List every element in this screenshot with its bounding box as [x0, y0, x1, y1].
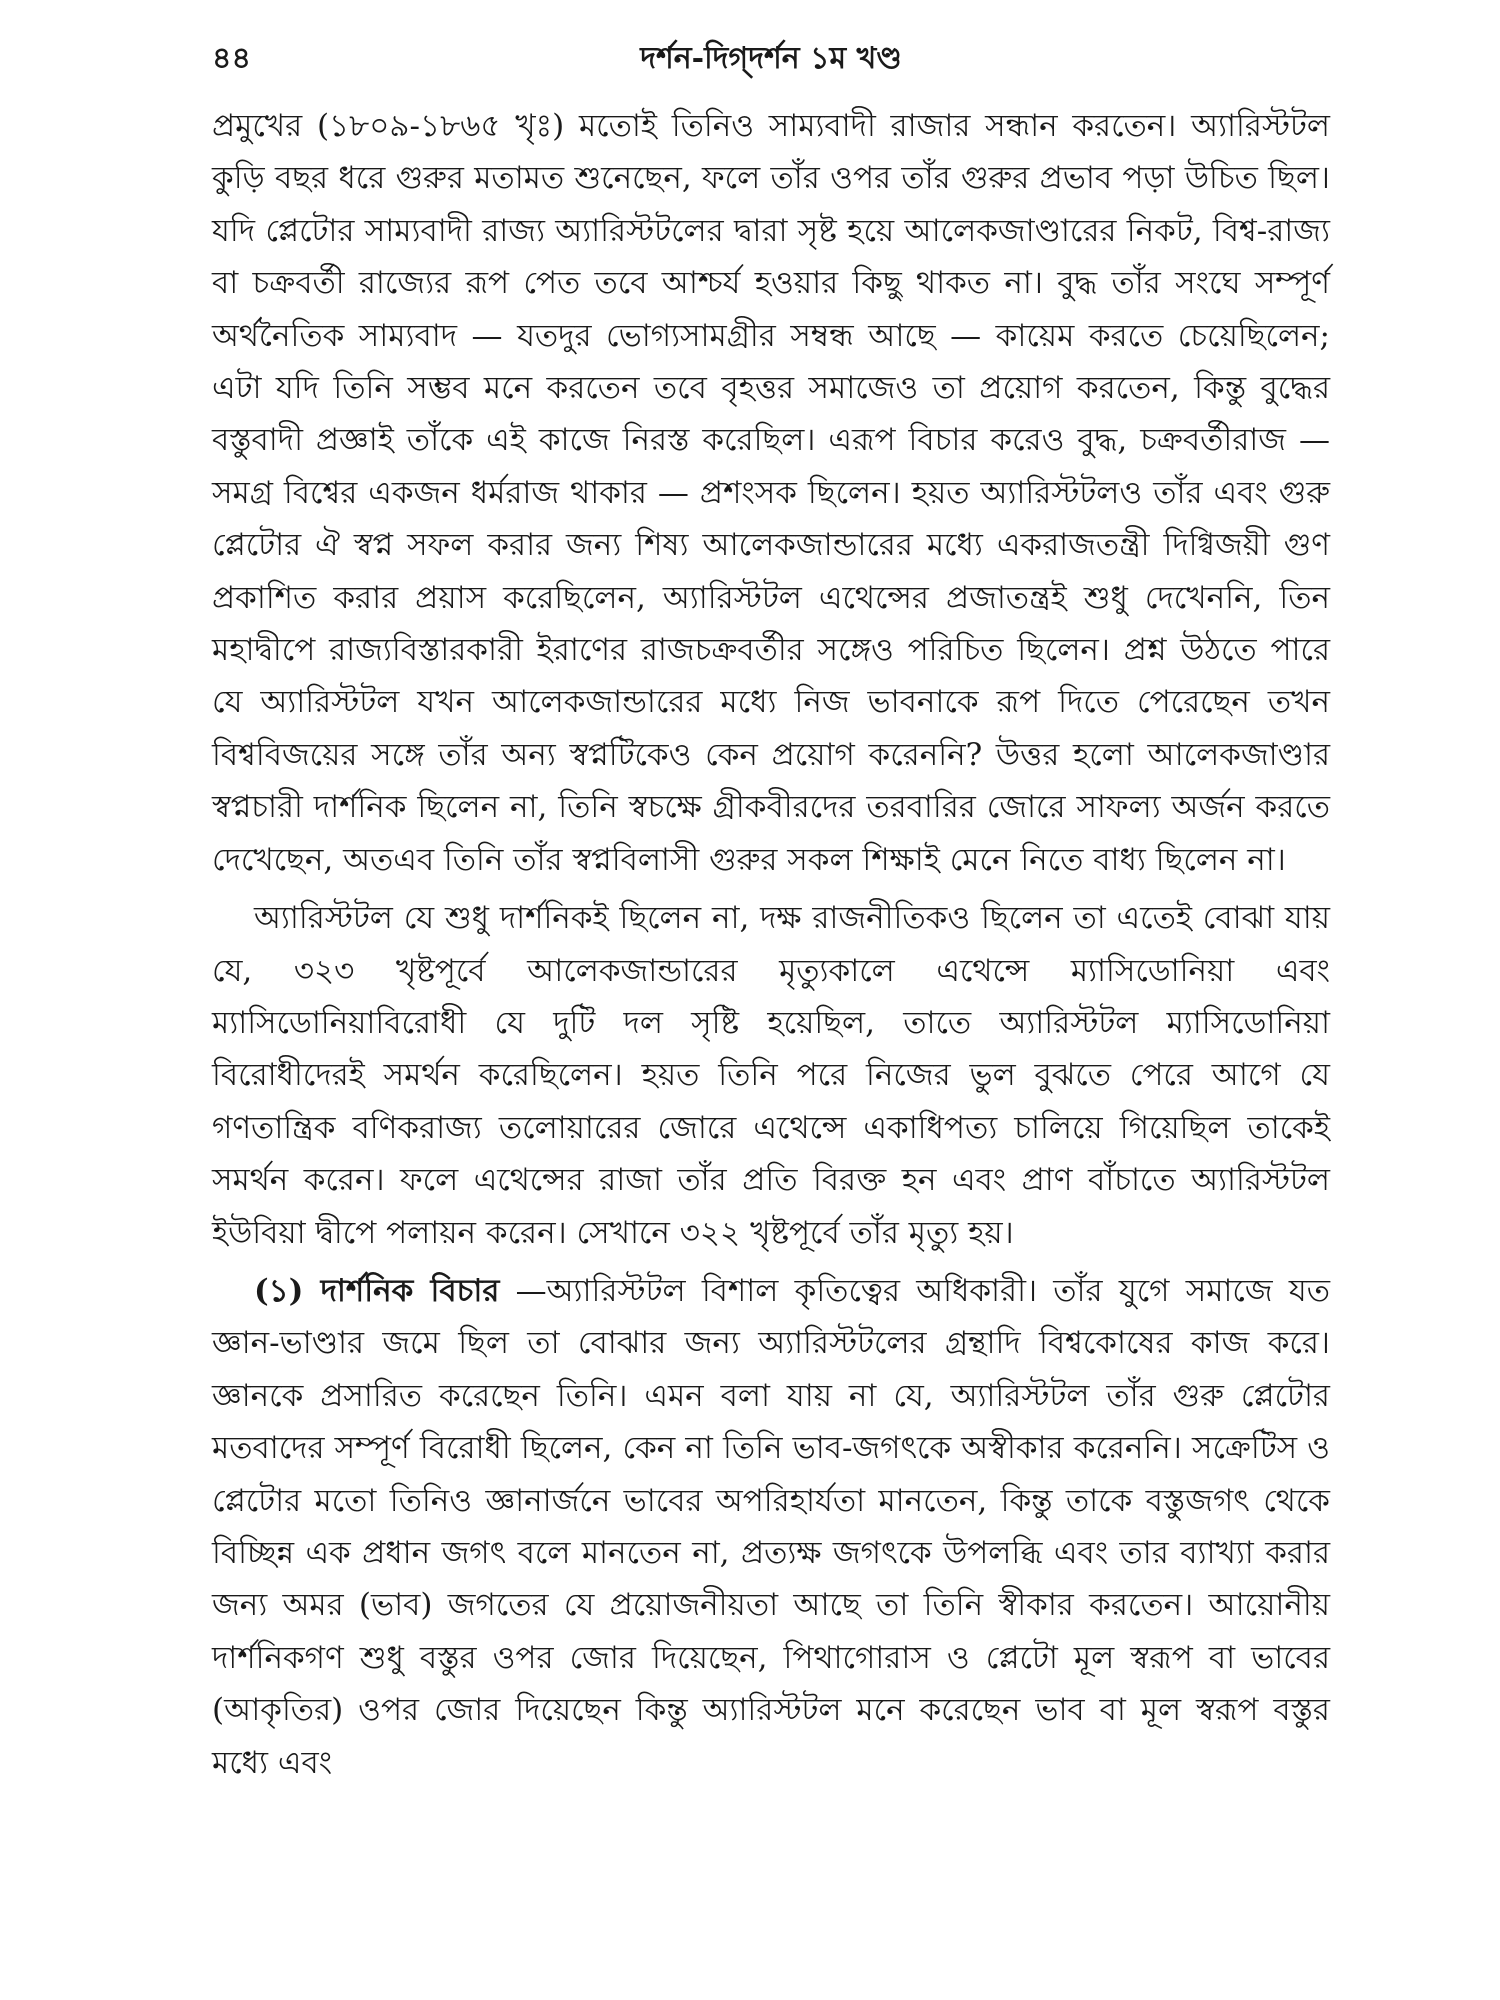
page-header — [212, 30, 1330, 86]
running-title: দর্শন-দিগ্‌দর্শন ১ম খণ্ড — [640, 41, 902, 76]
section-heading: (১) দার্শনিক বিচার — [254, 1272, 500, 1309]
body-text — [212, 100, 1330, 1789]
paragraph-3-text: —অ্যারিস্টটল বিশাল কৃতিত্বের অধিকারী। তাঁর যুগে সমাজে যত জ্ঞান-ভাণ্ডার জমে ছিল তা বোঝার জন্য অ্যারিস্টটলের গ্রন্থাদি বিশ্বকোষের কাজ করে। জ্ঞানকে প্রসারিত করেছেন তিনি। এমন বলা যায় না যে, অ্যারিস্টটল তাঁর গুরু প্লেটোর মতবাদের সম্পূর্ণ বিরোধী ছিলেন, কেন না তিনি ভাব-জগৎকে অস্বীকার করেননি। সক্রেটিস ও প্লেটোর মতো তিনিও জ্ঞানার্জনে ভাবের অপরিহার্যতা মানতেন, কিন্তু তাকে বস্তুজগৎ থেকে বিচ্ছিন্ন এক প্রধান জগৎ বলে মানতেন না, প্রত্যক্ষ জগৎকে উপলব্ধি এবং তার ব্যাখ্যা করার জন্য অমর (ভাব) জগতের যে প্রয়োজনীয়তা আছে তা তিনি স্বীকার করতেন। আয়োনীয় দার্শনিকগণ শুধু বস্তুর ওপর জোর দিয়েছেন, পিথাগোরাস ও প্লেটো মূল স্বরূপ বা ভাবের (আকৃতির) ওপর জোর দিয়েছেন কিন্তু অ্যারিস্টটল মনে করেছেন ভাব বা মূল স্বরূপ বস্তুর মধ্যে এবং — [212, 1272, 1330, 1781]
page-number: ৪৪ — [212, 41, 251, 76]
paragraph-2: অ্যারিস্টটল যে শুধু দার্শনিকই ছিলেন না, দক্ষ রাজনীতিকও ছিলেন তা এতেই বোঝা যায় যে, ৩২৩ খৃষ্টপূর্বে আলেকজান্ডারের মৃত্যুকালে এথেন্সে ম্যাসিডোনিয়া এবং ম্যাসিডোনিয়াবিরোধী যে দুটি দল সৃষ্টি হয়েছিল, তাতে অ্যারিস্টটল ম্যাসিডোনিয়া বিরোধীদেরই সমর্থন করেছিলেন। হয়ত তিনি পরে নিজের ভুল বুঝতে পেরে আগে যে গণতান্ত্রিক বণিকরাজ্য তলোয়ারের জোরে এথেন্সে একাধিপত্য চালিয়ে গিয়েছিল তাকেই সমর্থন করেন। ফলে এথেন্সের রাজা তাঁর প্রতি বিরক্ত হন এবং প্রাণ বাঁচাতে অ্যারিস্টটল ইউবিয়া দ্বীপে পলায়ন করেন। সেখানে ৩২২ খৃষ্টপূর্বে তাঁর মৃত্যু হয়। — [212, 900, 1330, 1251]
paragraph-3 — [212, 1265, 1330, 1789]
paragraph-1: প্রমুখের (১৮০৯-১৮৬৫ খৃঃ) মতোই তিনিও সাম্যবাদী রাজার সন্ধান করতেন। অ্যারিস্টটল কুড়ি বছর ধরে গুরুর মতামত শুনেছেন, ফলে তাঁর ওপর তাঁর গুরুর প্রভাব পড়া উচিত ছিল। যদি প্লেটোর সাম্যবাদী রাজ্য অ্যারিস্টটলের দ্বারা সৃষ্ট হয়ে আলেকজাণ্ডারের নিকট, বিশ্ব-রাজ্য বা চক্রবর্তী রাজ্যের রূপ পেত তবে আশ্চর্য হওয়ার কিছু থাকত না। বুদ্ধ তাঁর সংঘে সম্পূর্ণ অর্থনৈতিক সাম্যবাদ — যতদুর ভোগ্যসামগ্রীর সম্বন্ধ আছে — কায়েম করতে চেয়েছিলেন; এটা যদি তিনি সম্ভব মনে করতেন তবে বৃহত্তর সমাজেও তা প্রয়োগ করতেন, কিন্তু বুদ্ধের বস্তুবাদী প্রজ্ঞাই তাঁকে এই কাজে নিরস্ত করেছিল। এরূপ বিচার করেও বুদ্ধ, চক্রবর্তীরাজ — সমগ্র বিশ্বের একজন ধর্মরাজ থাকার — প্রশংসক ছিলেন। হয়ত অ্যারিস্টটলও তাঁর এবং গুরু প্লেটোর ঐ স্বপ্ন সফল করার জন্য শিষ্য আলেকজান্ডারের মধ্যে একরাজতন্ত্রী দিগ্বিজয়ী গুণ প্রকাশিত করার প্রয়াস করেছিলেন, অ্যারিস্টটল এথেন্সের প্রজাতন্ত্রই শুধু দেখেননি, তিন মহাদ্বীপে রাজ্যবিস্তারকারী ইরাণের রাজচক্রবর্তীর সঙ্গেও পরিচিত ছিলেন। প্রশ্ন উঠতে পারে যে অ্যারিস্টটল যখন আলেকজান্ডারের মধ্যে নিজ ভাবনাকে রূপ দিতে পেরেছেন তখন বিশ্ববিজয়ের সঙ্গে তাঁর অন্য স্বপ্নটিকেও কেন প্রয়োগ করেননি? উত্তর হলো আলেকজাণ্ডার স্বপ্নচারী দার্শনিক ছিলেন না, তিনি স্বচক্ষে গ্রীকবীরদের তরবারির জোরে সাফল্য অর্জন করতে দেখেছেন, অতএব তিনি তাঁর স্বপ্নবিলাসী গুরুর সকল শিক্ষাই মেনে নিতে বাধ্য ছিলেন না। — [212, 108, 1330, 878]
